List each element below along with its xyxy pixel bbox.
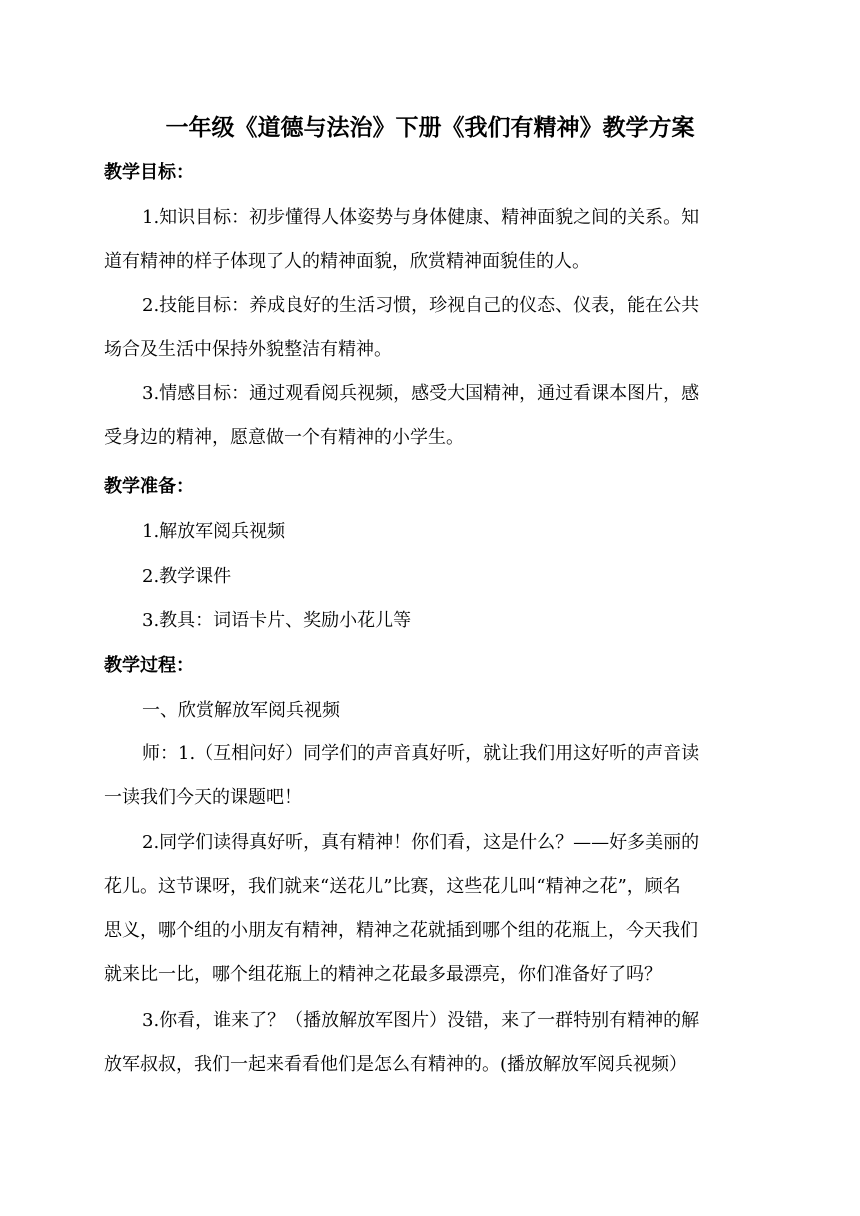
process-paragraph-2-line-4: 就来比一比，哪个组花瓶上的精神之花最多最漂亮，你们准备好了吗？ — [104, 964, 662, 985]
process-paragraph-1-line-1: 师：1.（互相问好）同学们的声音真好听，就让我们用这好听的声音读 — [142, 743, 700, 764]
process-paragraph-2-line-3: 思义，哪个组的小朋友有精神，精神之花就插到哪个组的花瓶上，今天我们 — [104, 920, 698, 941]
process-paragraph-3-line-2: 放军叔叔，我们一起来看看他们是怎么有精神的。(播放解放军阅兵视频） — [104, 1054, 688, 1075]
process-heading: 教学过程： — [104, 655, 194, 676]
preparation-item-1: 1.解放军阅兵视频 — [142, 521, 286, 542]
goals-heading: 教学目标： — [104, 162, 194, 183]
goal-item-2-line-1: 2.技能目标：养成良好的生活习惯，珍视自己的仪态、仪表，能在公共 — [142, 295, 700, 316]
goal-item-3-line-2: 受身边的精神，愿意做一个有精神的小学生。 — [104, 427, 464, 448]
goal-item-3 — [104, 372, 780, 460]
process-paragraph-3-line-1: 3.你看，谁来了？（播放解放军图片）没错，来了一群特别有精神的解 — [142, 1010, 700, 1031]
goal-item-3-line-1: 3.情感目标：通过观看阅兵视频，感受大国精神，通过看课本图片，感 — [142, 383, 700, 404]
preparation-item-3: 3.教具：词语卡片、奖励小花儿等 — [142, 610, 412, 631]
process-paragraph-3 — [104, 999, 780, 1087]
goal-item-2-line-2: 场合及生活中保持外貌整洁有精神。 — [104, 339, 392, 360]
goal-item-1-line-2: 道有精神的样子体现了人的精神面貌，欣赏精神面貌佳的人。 — [104, 251, 590, 272]
document-title: 一年级《道德与法治》下册《我们有精神》教学方案 — [165, 115, 695, 141]
process-step-1: 一、欣赏解放军阅兵视频 — [142, 700, 340, 721]
goal-item-1-line-1: 1.知识目标：初步懂得人体姿势与身体健康、精神面貌之间的关系。知 — [142, 207, 700, 228]
process-paragraph-2-line-2: 花儿。这节课呀，我们就来“送花儿”比赛，这些花儿叫“精神之花”，顾名 — [104, 876, 681, 897]
process-paragraph-1-line-2: 一读我们今天的课题吧！ — [104, 787, 302, 808]
preparation-heading: 教学准备： — [104, 476, 194, 497]
process-paragraph-2 — [104, 821, 780, 997]
goal-item-2 — [104, 284, 780, 372]
process-paragraph-2-line-1: 2.同学们读得真好听，真有精神！你们看，这是什么？——好多美丽的 — [142, 832, 700, 853]
goal-item-1 — [104, 196, 780, 284]
process-paragraph-1 — [104, 732, 780, 820]
preparation-item-2: 2.教学课件 — [142, 566, 232, 587]
